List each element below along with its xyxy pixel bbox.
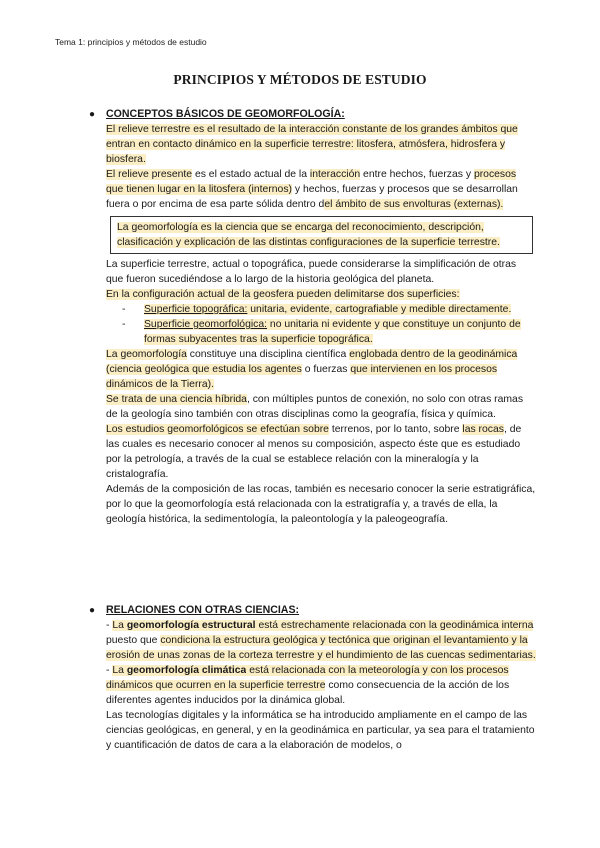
paragraph: - La geomorfología estructural está estrechamente relacionada con la geodinámica interna puesto que condiciona la estructura geológica y tectónica que originan el levantamiento y la erosión de unas zonas de la corteza terrestre y el hundimiento de las cuencas sedimentarias. <box>106 620 536 661</box>
dash-marker: - <box>122 319 126 330</box>
document-title: PRINCIPIOS Y MÉTODOS DE ESTUDIO <box>173 72 427 87</box>
list-item: - Superficie geomorfológica: no unitaria ni evidente y que constituye un conjunto de formas subyacentes tras la superficie topográfica. <box>122 319 521 345</box>
paragraph: La superficie terrestre, actual o topográfica, puede considerarse la simplificación de otras que fueron sucediéndose a lo largo de la historia geológica del planeta. <box>106 259 517 285</box>
paragraph: En la configuración actual de la geosfera pueden delimitarse dos superficies: <box>106 289 460 300</box>
paragraph: Se trata de una ciencia híbrida, con múltiples puntos de conexión, no solo con otras ramas de la geología sino también con otras disciplinas como la geografía, física y química. <box>106 394 524 420</box>
paragraph: Las tecnologías digitales y la informática se ha introducido ampliamente en el campo de las ciencias geológicas, en general, y en la geodinámica en particular, ya sea para el tratamiento y cuantificación de datos de cara a la elaboración de modelos, o <box>106 710 535 751</box>
definition-box: La geomorfología es la ciencia que se encarga del reconocimiento, descripción, clasificación y explicación de las distintas configuraciones de la superficie terrestre. <box>110 216 533 254</box>
bullet-icon: ● <box>89 109 96 120</box>
heading-text: RELACIONES CON OTRAS CIENCIAS: <box>106 604 300 616</box>
paragraph: Además de la composición de las rocas, también es necesario conocer la serie estratigráfica, por lo que la geomorfología está relacionada con la estratigrafía y, a través de ella, la geología histórica, la sedimentología, la paleontología y la paleogeografía. <box>106 484 536 525</box>
paragraph: - La geomorfología climática está relacionada con la meteorología y con los procesos dinámicos que ocurren en la superficie terrestre como consecuencia de la acción de los diferentes agentes inducidos por la dinámica global. <box>106 665 510 706</box>
dash-marker: - <box>122 304 126 315</box>
heading-text: CONCEPTOS BÁSICOS DE GEOMORFOLOGÍA: <box>106 108 345 120</box>
paragraph: Los estudios geomorfológicos se efectúan sobre terrenos, por lo tanto, sobre las rocas, de las cuales es necesario conocer al menos su composición, aspecto éste que es estudiado por la petrología, a través de la cual se establece relación con la mineralogía y la cristalografía. <box>106 424 522 480</box>
section-relaciones <box>89 603 536 753</box>
section-heading <box>89 603 536 618</box>
paragraph: El relieve presente es el estado actual de la interacción entre hechos, fuerzas y procesos que tienen lugar en la litosfera (internos) y hechos, fuerzas y procesos que se desarrollan fuera o por encima de esa parte sólida dentro del ámbito de sus envolturas (externas). <box>106 169 518 210</box>
highlight: El relieve terrestre es el resultado de la interacción constante de los grandes ámbitos que entran en contacto dinámico en la superficie terrestre: litosfera, atmósfera, hidrosfera y biosfera. <box>106 124 518 165</box>
bullet-icon: ● <box>89 605 96 616</box>
paragraph: La geomorfología constituye una disciplina científica englobada dentro de la geodinámica (ciencia geológica que estudia los agentes o fuerzas que intervienen en los procesos dinámicos de la Tierra). <box>106 349 518 390</box>
page-header: Tema 1: principios y métodos de estudio <box>55 37 207 47</box>
paragraph <box>106 122 536 167</box>
list-item: - Superficie topográfica: unitaria, evidente, cartografiable y medible directamente. <box>122 304 512 315</box>
section-heading <box>89 107 536 122</box>
section-conceptos <box>89 107 536 527</box>
